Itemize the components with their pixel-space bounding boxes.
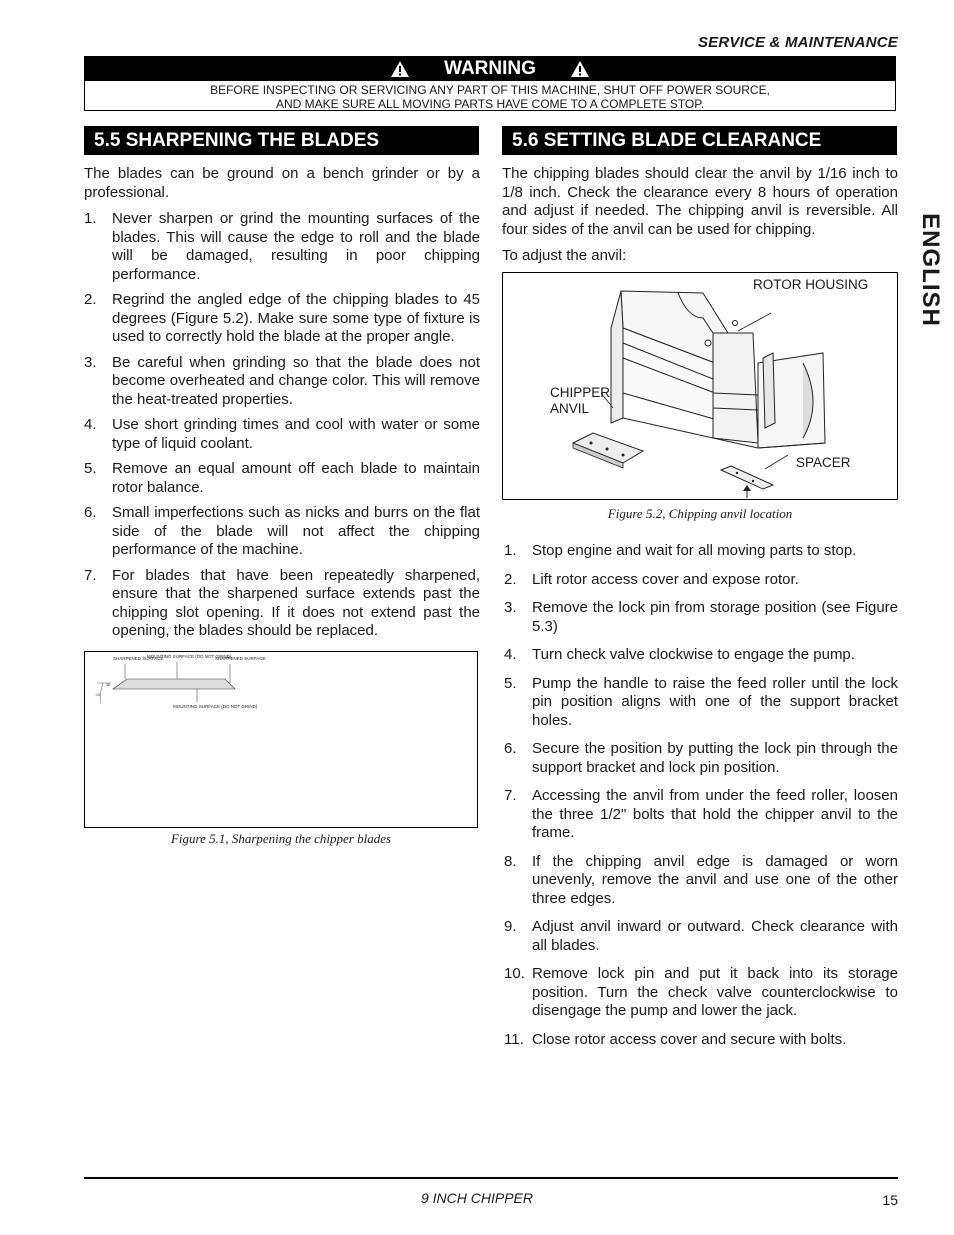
section-header: SERVICE & MAINTENANCE bbox=[697, 34, 898, 51]
figure-5-1-caption: Figure 5.1, Sharpening the chipper blades bbox=[170, 831, 392, 846]
list-item: 7. Accessing the anvil from under the feed roller, loosen the three 1/2" bolts that hold the chipper anvil to the frame. bbox=[504, 787, 898, 841]
right-intro: The chipping blades should clear the anvil by 1/16 inch to 1/8 inch. Check the clearance every 8 hours of operation and adjust if needed. The chipping anvil is reversible. All four sides of the anvil can be used for chipping. bbox=[502, 165, 898, 238]
label-rotor-housing: ROTOR HOUSING bbox=[753, 277, 869, 292]
left-column bbox=[84, 165, 480, 648]
left-intro: The blades can be ground on a bench grinder or by a professional. bbox=[84, 165, 480, 201]
list-item: 6. Secure the position by putting the lock pin through the support bracket and lock pin position. bbox=[504, 740, 898, 776]
warning-right-icon bbox=[570, 60, 590, 78]
list-item: 8. If the chipping anvil edge is damaged or worn unevenly, remove the anvil and use one of the other three edges. bbox=[504, 852, 898, 907]
list-item: 3. Be careful when grinding so that the blade does not become overheated and change color. This will remove the heat-treated properties. bbox=[84, 353, 480, 408]
label-sharpened-right: SHARPENED SURFACE bbox=[215, 656, 266, 661]
right-lead: To adjust the anvil: bbox=[502, 247, 627, 264]
list-item: 11. Close rotor access cover and secure with bolts. bbox=[504, 1030, 847, 1048]
warning-title: WARNING bbox=[444, 58, 536, 79]
figure-5-2-box bbox=[502, 272, 898, 500]
label-mounting-bottom: MOUNTING SURFACE (DO NOT GRIND) bbox=[173, 704, 258, 709]
sharpening-steps bbox=[84, 210, 480, 641]
list-item: 6. Small imperfections such as nicks and burrs on the flat side of the blade will not affect the chipping performance of the machine. bbox=[84, 504, 480, 558]
svg-text:.13: .13 bbox=[95, 693, 100, 697]
section-5-6-title: 5.6 SETTING BLADE CLEARANCE bbox=[502, 126, 897, 155]
label-chipper-anvil: CHIPPER ANVIL bbox=[550, 385, 611, 416]
list-item: 4. Use short grinding times and cool with water or some type of liquid coolant. bbox=[84, 416, 480, 452]
warning-box bbox=[84, 56, 896, 111]
anvil-steps-block bbox=[504, 542, 898, 1059]
anvil-steps bbox=[504, 542, 898, 1049]
label-sharpened-left: SHARPENED SURFACE bbox=[113, 656, 164, 661]
figure-5-2-caption: Figure 5.2, Chipping anvil location bbox=[607, 506, 793, 521]
list-item: 10. Remove lock pin and put it back into its storage position. Turn the check valve counterclockwise to disengage the pump and lower the jack. bbox=[504, 965, 898, 1019]
warning-line-1: BEFORE INSPECTING OR SERVICING ANY PART OF THIS MACHINE, SHUT OFF POWER SOURCE, bbox=[210, 83, 770, 97]
list-item: 1. Never sharpen or grind the mounting surfaces of the blades. This will cause the edge to roll and the blade will be damaged, resulting in poor chipping performance. bbox=[84, 210, 480, 283]
list-item: 4. Turn check valve clockwise to engage the pump. bbox=[504, 646, 855, 663]
warning-left-icon bbox=[390, 60, 410, 78]
page-number: 15 bbox=[882, 1192, 898, 1208]
language-tab-label: ENGLISH bbox=[917, 213, 944, 327]
list-item: 5. Remove an equal amount off each blade to maintain rotor balance. bbox=[84, 460, 480, 496]
footer-rule bbox=[84, 1177, 898, 1179]
list-item: 1. Stop engine and wait for all moving parts to stop. bbox=[504, 542, 857, 559]
list-item: 9. Adjust anvil inward or outward. Check clearance with all blades. bbox=[504, 918, 898, 954]
right-intro-block bbox=[502, 165, 898, 266]
language-side-tab bbox=[916, 210, 944, 330]
warning-bar bbox=[85, 57, 895, 81]
label-mounting-top: MOUNTING SURFACE (DO NOT GRIND) bbox=[147, 654, 232, 659]
list-item: 5. Pump the handle to raise the feed roller until the lock pin position aligns with one of the support bracket holes. bbox=[504, 674, 898, 729]
blade-sharpening-diagram bbox=[85, 652, 477, 827]
list-item: 2. Lift rotor access cover and expose rotor. bbox=[504, 570, 799, 588]
footer-title: 9 INCH CHIPPER bbox=[420, 1190, 534, 1206]
list-item: 2. Regrind the angled edge of the chipping blades to 45 degrees (Figure 5.2). Make sure some type of fixture is used to correctly hold the blade at the proper angle. bbox=[84, 291, 480, 345]
svg-text:.38: .38 bbox=[105, 683, 110, 687]
list-item: 3. Remove the lock pin from storage position (see Figure 5.3) bbox=[504, 599, 898, 635]
label-spacer: SPACER bbox=[796, 455, 851, 470]
section-5-5-title: 5.5 SHARPENING THE BLADES bbox=[84, 126, 479, 155]
list-item: 7. For blades that have been repeatedly sharpened, ensure that the sharpened surface extends past the chipping slot opening. If it does not extend past the opening, the blades should be replaced. bbox=[84, 566, 480, 639]
figure-5-1-box bbox=[84, 651, 478, 828]
warning-text bbox=[85, 81, 895, 111]
warning-line-2: AND MAKE SURE ALL MOVING PARTS HAVE COME TO A COMPLETE STOP. bbox=[275, 97, 705, 111]
